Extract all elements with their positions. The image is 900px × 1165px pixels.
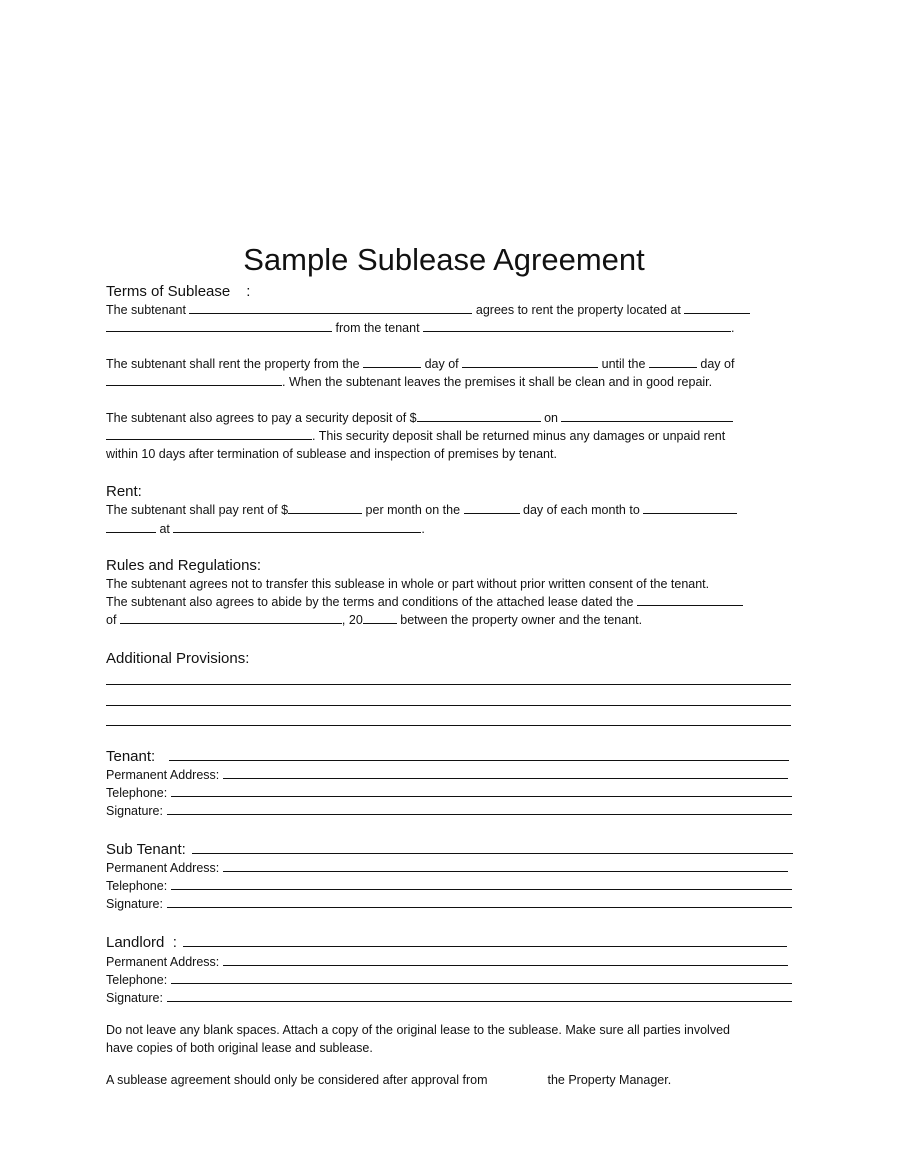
terms-line-1: The subtenant agrees to rent the property located at	[106, 301, 750, 319]
terms-line-3: The subtenant shall rent the property from the day of until the day of	[106, 357, 735, 371]
property-location-blank-2[interactable]	[106, 319, 332, 332]
deposit-date-blank[interactable]	[561, 409, 733, 422]
terms-line-5: The subtenant also agrees to pay a security deposit of $ on	[106, 409, 733, 427]
rent-line-2: at .	[106, 520, 425, 538]
end-month-blank[interactable]	[106, 373, 282, 386]
document-title: Sample Sublease Agreement	[243, 242, 645, 277]
rules-line-1: The subtenant agrees not to transfer this sublease in whole or part without prior written consent of the tenant.	[106, 577, 710, 591]
terms-line-4: . When the subtenant leaves the premises it shall be clean and in good repair.	[106, 373, 712, 391]
tenant-signature-field[interactable]	[167, 802, 792, 815]
subtenant-signature-row: Signature:	[106, 895, 792, 913]
rules-line-2: The subtenant also agrees to abide by the terms and conditions of the attached lease dated the	[106, 593, 743, 611]
end-day-blank[interactable]	[649, 355, 697, 368]
property-location-blank[interactable]	[684, 301, 750, 314]
rent-payee-blank[interactable]	[643, 501, 737, 514]
rules-line-3: of , 20 between the property owner and the tenant.	[106, 613, 643, 627]
note-line-2: have copies of both original lease and sublease.	[106, 1041, 373, 1055]
subtenant-signature-field[interactable]	[167, 895, 792, 908]
rent-line-1: The subtenant shall pay rent of $ per month on the day of each month to	[106, 501, 737, 519]
start-month-blank[interactable]	[462, 355, 598, 368]
lease-date-blank[interactable]	[637, 593, 743, 606]
tenant-signature-row: Signature:	[106, 802, 792, 820]
subtenant-name-row: Sub Tenant:	[106, 841, 793, 859]
provisions-line-1[interactable]	[106, 684, 791, 685]
tenant-address-row: Permanent Address:	[106, 766, 788, 784]
rules-heading: Rules and Regulations:	[106, 557, 262, 574]
subtenant-name-field[interactable]	[192, 841, 793, 854]
rent-amount-blank[interactable]	[288, 501, 362, 514]
tenant-phone-field[interactable]	[171, 784, 792, 797]
lease-year-blank[interactable]	[363, 611, 397, 624]
subtenant-name-blank[interactable]	[189, 301, 472, 314]
landlord-phone-row: Telephone:	[106, 971, 792, 989]
note-line-1: Do not leave any blank spaces. Attach a copy of the original lease to the sublease. Make sure all parties involved	[106, 1023, 730, 1037]
landlord-address-field[interactable]	[223, 953, 788, 966]
tenant-name-field[interactable]	[169, 748, 789, 761]
subtenant-phone-row: Telephone:	[106, 877, 792, 895]
note-line-3: A sublease agreement should only be considered after approval from the Property Manager.	[106, 1073, 672, 1087]
terms-line-2: from the tenant .	[106, 319, 735, 337]
rent-location-blank[interactable]	[173, 520, 421, 533]
subtenant-address-field[interactable]	[223, 859, 788, 872]
tenant-phone-row: Telephone:	[106, 784, 792, 802]
provisions-heading: Additional Provisions:	[106, 650, 250, 667]
deposit-amount-blank[interactable]	[417, 409, 541, 422]
start-day-blank[interactable]	[363, 355, 421, 368]
landlord-address-row: Permanent Address:	[106, 953, 788, 971]
landlord-signature-row: Signature:	[106, 989, 792, 1007]
rent-heading: Rent:	[106, 483, 142, 500]
terms-line-7: within 10 days after termination of sublease and inspection of premises by tenant.	[106, 447, 557, 461]
terms-line-6: . This security deposit shall be returned minus any damages or unpaid rent	[106, 427, 725, 445]
landlord-name-field[interactable]	[183, 934, 787, 947]
landlord-signature-field[interactable]	[167, 989, 792, 1002]
landlord-name-row: Landlord :	[106, 934, 787, 952]
landlord-phone-field[interactable]	[171, 971, 792, 984]
tenant-name-blank[interactable]	[423, 319, 731, 332]
subtenant-phone-field[interactable]	[171, 877, 792, 890]
rent-day-blank[interactable]	[464, 501, 520, 514]
tenant-name-row: Tenant:	[106, 748, 789, 766]
provisions-line-2[interactable]	[106, 705, 791, 706]
terms-heading: Terms of Sublease :	[106, 283, 251, 300]
provisions-line-3[interactable]	[106, 725, 791, 726]
rent-payee-blank-2[interactable]	[106, 520, 156, 533]
subtenant-address-row: Permanent Address:	[106, 859, 788, 877]
lease-month-blank[interactable]	[120, 611, 342, 624]
tenant-address-field[interactable]	[223, 766, 788, 779]
deposit-date-blank-2[interactable]	[106, 427, 312, 440]
